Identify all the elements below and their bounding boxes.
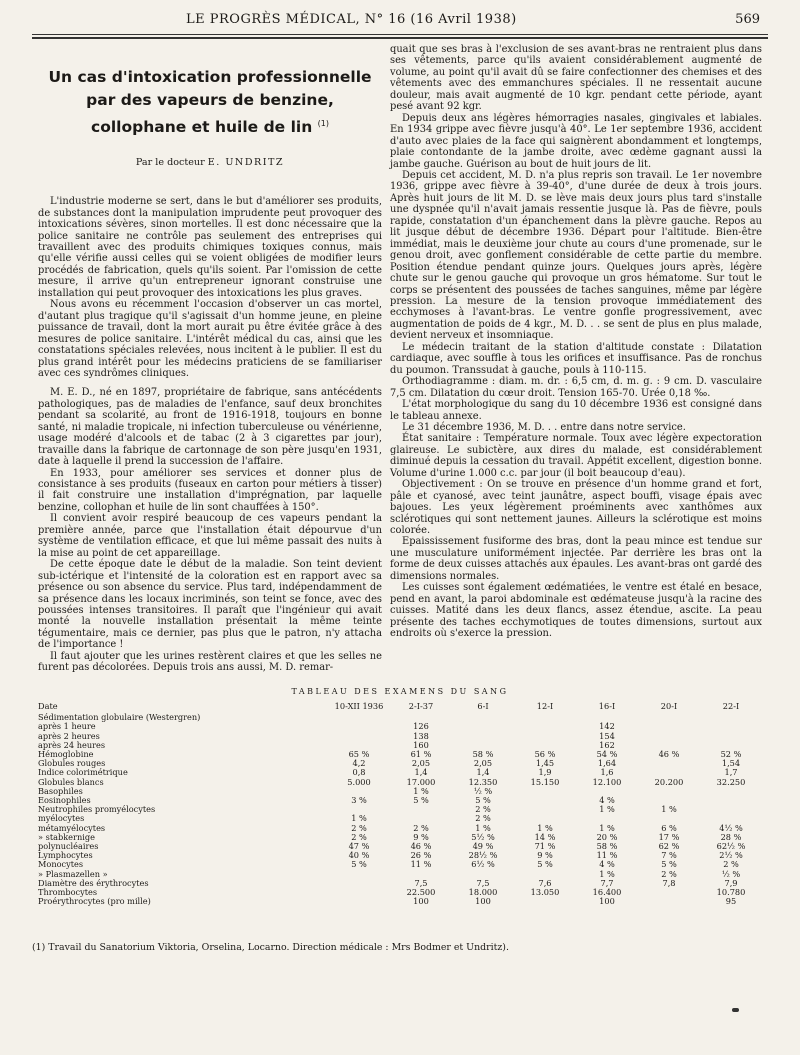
print-mark — [732, 1008, 739, 1012]
row-label: après 24 heures — [38, 739, 106, 750]
paragraph: Il faut ajouter que les urines restèrent claires et que les selles ne furent pas décolorées. Depuis trois ans aussi, M. D. remar- — [38, 650, 382, 674]
row-label: métamyélocytes — [38, 822, 106, 833]
paragraph: État sanitaire : Température normale. Toux avec légère expectoration glaireuse. Le subictère, aux dires du malade, est considérablement diminué depuis la cessation du travail. Appétit excellent, digestion bonne. Volume d'urine 1.000 c.c. par jour (il boit beaucoup d'eau). — [390, 433, 762, 479]
table-row — [38, 768, 762, 777]
table-cell: 6 % — [661, 822, 677, 833]
table-cell: 5.000 — [347, 776, 371, 787]
header-rule-thick — [32, 37, 768, 39]
table-cell: 1 % — [661, 804, 677, 815]
row-label: Globules blancs — [38, 776, 104, 787]
table-cell: 1 % — [413, 785, 429, 796]
table-cell — [700, 805, 762, 814]
table-cell — [328, 879, 390, 888]
table-row — [38, 833, 762, 842]
table-cell: 14 % — [534, 831, 556, 842]
paragraph: Les cuisses sont également œdématiées, le ventre est étalé en besace, pend en avant, la paroi abdominale est œdémateuse jusqu'à la racine des cuisses. Matité dans les deux flancs, assez étendue, ascite. La peau présente des taches ecchymotiques de toutes dimensions, surtout aux endroits où s'exerce la pression. — [390, 582, 762, 640]
table-cell: 4½ % — [719, 822, 743, 833]
table-cell: 58 % — [596, 841, 618, 852]
paragraph: Depuis deux ans légères hémorragies nasales, gingivales et labiales. En 1934 grippe avec fièvre jusqu'à 40°. Le 1er septembre 1936, accident d'auto avec plaies de la face qui saignèrent abondamment et longtemps, plaie contondante de la jambe droite, avec œdème gagnant aussi la jambe gauche. Guérison au bout de huit jours de lit. — [390, 112, 762, 170]
table-cell: 2 % — [723, 859, 739, 870]
row-label: » Plasmazellen » — [38, 868, 108, 879]
table-cell — [514, 897, 576, 906]
table-cell: 100 — [475, 896, 491, 907]
table-cell: 26 % — [410, 850, 432, 861]
table-cell: 7 % — [661, 850, 677, 861]
paragraph: Il convient avoir respiré beaucoup de ces vapeurs pendant la première année, parce que l'installation était dépourvue d'un système de ventilation efficace, et que lui même passait des nuits à la mise au point de cet appareillage. — [38, 513, 382, 559]
table-cell: 5 % — [351, 859, 367, 870]
author-name: E. UNDRITZ — [207, 157, 285, 169]
author-prefix: Par le docteur — [135, 157, 205, 169]
column-header: 20-I — [660, 701, 678, 711]
table-cell — [452, 732, 514, 741]
row-label: Proérythrocytes (pro mille) — [38, 896, 151, 907]
table-row — [38, 897, 762, 906]
table-cell — [638, 713, 700, 722]
table-cell: 1,4 — [414, 767, 428, 778]
table-cell: 18.000 — [468, 887, 498, 898]
table-cell: 1 % — [599, 804, 615, 815]
title-line: par des vapeurs de benzine, — [86, 91, 334, 109]
table-row — [38, 851, 762, 860]
table-cell: 58 % — [472, 749, 494, 760]
table-cell: 5 % — [537, 859, 553, 870]
table-row — [38, 787, 762, 796]
table-row — [38, 879, 762, 888]
paragraph: Orthodiagramme : diam. m. dr. : 6,5 cm, d. m. g. : 9 cm. D. vasculaire 7,5 cm. Dilatation du cœur droit. Tension 165-70. Urée 0,18 ‰. — [390, 376, 762, 399]
table-cell: 1 % — [475, 822, 491, 833]
column-header: 2-I-37 — [408, 701, 434, 711]
running-header — [0, 12, 800, 34]
table-cell: 7,9 — [724, 877, 738, 888]
table-cell: 12.350 — [468, 776, 498, 787]
table-row — [38, 759, 762, 768]
table-cell — [328, 888, 390, 897]
table-cell: 10.780 — [716, 887, 746, 898]
row-label: » stabkernige — [38, 831, 95, 842]
table-cell — [452, 722, 514, 731]
header-rule-thin — [32, 34, 768, 35]
table-row — [38, 805, 762, 814]
table-cell: 17 % — [658, 831, 680, 842]
table-cell: 100 — [599, 896, 615, 907]
table-cell: 11 % — [410, 859, 432, 870]
table-cell — [514, 713, 576, 722]
table-cell — [328, 732, 390, 741]
row-label: myélocytes — [38, 813, 85, 824]
left-column — [38, 56, 382, 674]
table-cell: 22.500 — [406, 887, 436, 898]
table-row — [38, 842, 762, 851]
table-cell: 46 % — [658, 749, 680, 760]
row-label: Hémoglobine — [38, 749, 94, 760]
table-row — [38, 741, 762, 750]
paragraph: Nous avons eu récemment l'occasion d'observer un cas mortel, d'autant plus tragique qu'il s'agissait d'un homme jeune, en pleine puissance de travail, dont la mort aurait pu être évitée grâce à des mesures de police sanitaire. L'intérêt médical du cas, ainsi que les constatations spéciales relevées, nous incitent à le publier. Il est du plus grand intérêt pour les médecins praticiens de se familiariser avec ces syndrômes cliniques. — [38, 299, 382, 379]
journal-title: LE PROGRÈS MÉDICAL, N° 16 (16 Avril 1938) — [186, 12, 517, 27]
table-cell: 2,05 — [411, 758, 431, 769]
table-cell: 154 — [599, 730, 615, 741]
table-cell: 62 % — [658, 841, 680, 852]
paragraph: Depuis cet accident, M. D. n'a plus repris son travail. Le 1er novembre 1936, grippe avec fièvre à 39-40°, d'une durée de deux à trois jours. Après huit jours de lit M. D. se lève mais deux jours plus tard s'installe une dyspnée qu'il n'avait jamais ressentie jusque là. Pas de fièvre, pouls rapide, constatation d'un épanchement dans la plèvre gauche. Repos au lit jusque début de décembre 1936. Départ pour l'altitude. Bien-être immédiat, mais le deuxième jour chute au cours d'une promenade, sur le genou droit, avec gonflement considérable de cette partie du membre. Position étendue pendant quinze jours. Quelques jours après, légère chute sur le genou gauche qui provoque un gros hématome. Sur tout le corps se présentent des poussées de taches sanguines, même par légère pression. La mesure de la tension provoque immédiatement des ecchymoses à l'avant-bras. Le ventre gonfle progressivement, avec augmentation de poids de 4 kgr., M. D. . . se sent de plus en plus malade, devient nerveux et insomniaque. — [390, 169, 762, 342]
table-cell: 142 — [599, 721, 615, 732]
table-row — [38, 750, 762, 759]
table-row — [38, 824, 762, 833]
table-cell: 2 % — [475, 813, 491, 824]
table-row — [38, 860, 762, 869]
table-cell: 7,6 — [538, 877, 552, 888]
paragraph: M. E. D., né en 1897, propriétaire de fabrique, sans antécédents pathologiques, pas de maladies de l'enfance, sauf deux bronchites pendant sa scolarité, au front de 1916-1918, toujours en bonne santé, ni maladie tropicale, ni infection tuberculeuse ou vénérienne, usage modéré d'alcools et de tabac (2 à 3 cigarettes par jour), travaille dans la fabrique de cartonnage de son père jusqu'en 1931, date à laquelle il prend la succession de l'affaire. — [38, 387, 382, 468]
table-cell: 9 % — [537, 850, 553, 861]
table-cell: 1,6 — [600, 767, 614, 778]
table-cell: 56 % — [534, 749, 556, 760]
table-cell: 2,05 — [473, 758, 493, 769]
table-cell: 7,8 — [662, 877, 676, 888]
table-cell: 9 % — [413, 831, 429, 842]
table-cell: 20 % — [596, 831, 618, 842]
table-cell: 1 % — [599, 868, 615, 879]
table-cell: 1,45 — [535, 758, 555, 769]
table-row — [38, 778, 762, 787]
table-cell: 1,7 — [724, 767, 738, 778]
paragraph: Objectivement : On se trouve en présence d'un homme grand et fort, pâle et cyanosé, avec teint jaunâtre, aspect bouffi, visage épais avec bajoues. Les yeux légèrement proéminents avec xanthômes aux sclérotiques qui sont nettement jaunes. Ailleurs la sclérotique est moins colorée. — [390, 479, 762, 537]
article-title — [38, 66, 382, 139]
paragraph: Epaississement fusiforme des bras, dont la peau mince est tendue sur une musculature uniformément injectée. Par derrière les bras ont la forme de deux cuisses attachés aux épaules. Les avant-bras ont gardé des dimensions normales. — [390, 536, 762, 582]
title-line — [38, 112, 382, 139]
table-cell — [328, 870, 390, 879]
column-header: 6-I — [477, 701, 489, 711]
table-cell: 49 % — [472, 841, 494, 852]
row-label: Globules rouges — [38, 758, 106, 769]
table-cell: 2 % — [351, 822, 367, 833]
table-cell: 71 % — [534, 841, 556, 852]
paragraph: De cette époque date le début de la maladie. Son teint devient sub-ictérique et l'intensité de la coloration est en rapport avec sa présence ou son absence du service. Plus tard, indépendamment de sa présence dans les locaux incriminés, son teint se fonce, avec des poussées intenses transitoires. Il paraît que l'ingénieur qui avait monté la nouvelle installation présentait la même teinte tégumentaire, mais ce dernier, pas plus que le patron, n'y attacha de l'importance ! — [38, 559, 382, 651]
table-cell — [328, 897, 390, 906]
row-label: Indice colorimétrique — [38, 767, 128, 778]
table-cell — [638, 732, 700, 741]
table-cell: 65 % — [348, 749, 370, 760]
table-cell — [700, 722, 762, 731]
row-label: polynucléaires — [38, 841, 99, 852]
table-cell: 46 % — [410, 841, 432, 852]
row-label: Eosinophiles — [38, 795, 91, 806]
title-line-text: collophane et huile de lin — [91, 118, 313, 137]
table-cell — [514, 732, 576, 741]
row-label: Thrombocytes — [38, 887, 98, 898]
table-cell: 1,4 — [476, 767, 490, 778]
table-cell — [390, 805, 452, 814]
table-cell: 13.050 — [530, 887, 560, 898]
table-cell — [638, 787, 700, 796]
table-cell: 2 % — [413, 822, 429, 833]
table-cell — [700, 787, 762, 796]
table-cell: 12.100 — [592, 776, 622, 787]
paragraph: Le 31 décembre 1936, M. D. . . entre dans notre service. — [402, 421, 686, 433]
table-cell: 5 % — [475, 795, 491, 806]
table-cell: 4 % — [599, 795, 615, 806]
table-cell: 1,54 — [721, 758, 741, 769]
table-cell: 1 % — [599, 822, 615, 833]
row-label: après 1 heure — [38, 721, 96, 732]
table-row — [38, 732, 762, 741]
table-cell — [328, 713, 390, 722]
title-line: Un cas d'intoxication professionnelle — [48, 68, 372, 86]
table-cell: 61 % — [410, 749, 432, 760]
table-cell: 162 — [599, 739, 615, 750]
table-cell: 47 % — [348, 841, 370, 852]
table-row — [38, 722, 762, 731]
table-cell: 6½ % — [471, 859, 495, 870]
table-cell: 32.250 — [716, 776, 746, 787]
table-cell: 7,7 — [600, 877, 614, 888]
table-cell: 0,8 — [352, 767, 366, 778]
table-cell: 16.400 — [592, 887, 622, 898]
table-cell — [700, 732, 762, 741]
byline — [38, 157, 382, 168]
table-cell — [700, 796, 762, 805]
left-body — [38, 196, 382, 674]
table-cell: 138 — [413, 730, 429, 741]
table-cell — [452, 713, 514, 722]
paragraph: En 1933, pour améliorer ses services et donner plus de consistance à ses produits (fuseaux en carton pour métiers à tisser) il fait construire une installation d'imprégnation, par laquelle benzine, collophan et huile de lin sont chauffées à 150°. — [38, 467, 382, 513]
table-cell: 95 — [725, 896, 737, 907]
table-cell: 7,5 — [414, 877, 428, 888]
paragraph: quait que ses bras à l'exclusion de ses avant-bras ne rentraient plus dans ses vêtements, parce qu'ils avaient considérablement augmenté de volume, au point qu'il avait dû se faire confectionner des chemises et des vêtements avec des emmanchures spéciales. Il ne ressentait aucune douleur, mais avait augmenté de 10 kgr. pendant cette période, ayant pesé avant 92 kgr. — [390, 44, 762, 113]
row-label: Date — [38, 701, 58, 711]
paragraph: Le médecin traitant de la station d'altitude constate : Dilatation cardiaque, avec souffle à tous les orifices et insuffisance. Pas de ronchus du poumon. Transsudat à gauche, pouls à 110-115. — [390, 341, 762, 376]
table-cell: 20.200 — [654, 776, 684, 787]
table-cell: 1 % — [537, 822, 553, 833]
table-cell: 1,64 — [597, 758, 617, 769]
right-column — [390, 44, 762, 640]
row-label: Diamètre des érythrocytes — [38, 877, 149, 888]
row-label: Basophiles — [38, 785, 83, 796]
table-cell: 1 % — [351, 813, 367, 824]
column-header: 12-I — [536, 701, 554, 711]
footnote: (1) Travail du Sanatorium Viktoria, Orselina, Locarno. Direction médicale : Mrs Bodmer et Undritz). — [32, 942, 509, 953]
column-header: 22-I — [722, 701, 740, 711]
column-header: 16-I — [598, 701, 616, 711]
paragraph: L'état morphologique du sang du 10 décembre 1936 est consigné dans le tableau annexe. — [390, 399, 762, 422]
row-label: après 2 heures — [38, 730, 100, 741]
row-label: Lymphocytes — [38, 850, 93, 861]
table-body — [38, 702, 762, 906]
table-cell: 4,2 — [352, 758, 366, 769]
table-cell: 28½ % — [468, 850, 498, 861]
table-cell — [700, 713, 762, 722]
table-cell: ½ % — [473, 785, 493, 796]
table-cell: 4 % — [599, 859, 615, 870]
table-cell — [328, 722, 390, 731]
table-cell: 15.150 — [530, 776, 560, 787]
table-cell: 2 % — [661, 868, 677, 879]
blood-exam-table — [38, 687, 762, 906]
table-cell: ½ % — [721, 868, 741, 879]
table-cell — [638, 897, 700, 906]
row-label: Monocytes — [38, 859, 84, 870]
paragraph: L'industrie moderne se sert, dans le but d'améliorer ses produits, de substances dont la manipulation imprudente peut provoquer des intoxications sévères, sinon mortelles. Il est donc nécessaire que la police sanitaire ne contrôle pas seulement des entreprises qui travaillent avec des produits chimiques toxiques connus, mais qu'elle vérifie aussi celles qui se voient obligées de modifier leurs procédés de fabrication, quels qu'ils soient. Par l'omission de cette mesure, il arrive qu'un entrepreneur ignorant construise une installation qui peut provoquer des intoxications les plus graves. — [38, 196, 382, 299]
table-cell: 5 % — [413, 795, 429, 806]
table-row — [38, 713, 762, 722]
table-cell: 2½ % — [719, 850, 743, 861]
table-cell: 17.000 — [406, 776, 436, 787]
table-cell — [514, 805, 576, 814]
table-cell — [638, 888, 700, 897]
row-label: Neutrophiles promyélocytes — [38, 804, 156, 815]
table-cell: 5 % — [661, 859, 677, 870]
table-cell: 54 % — [596, 749, 618, 760]
row-label: Sédimentation globulaire (Westergren) — [38, 712, 201, 723]
table-cell: 2 % — [351, 831, 367, 842]
table-cell: 11 % — [596, 850, 618, 861]
table-cell — [514, 722, 576, 731]
table-cell: 28 % — [720, 831, 742, 842]
table-cell: 52 % — [720, 749, 742, 760]
page-number: 569 — [735, 12, 760, 27]
table-cell: 7,5 — [476, 877, 490, 888]
table-cell: 40 % — [348, 850, 370, 861]
table-row — [38, 814, 762, 823]
table-cell: 1,9 — [538, 767, 552, 778]
table-cell — [638, 759, 700, 768]
table-cell — [638, 722, 700, 731]
exam-table — [38, 702, 762, 906]
table-cell: 3 % — [351, 795, 367, 806]
table-cell: 100 — [413, 896, 429, 907]
table-cell — [514, 796, 576, 805]
table-title: TABLEAU DES EXAMENS DU SANG — [291, 687, 509, 696]
table-cell: 62½ % — [716, 841, 746, 852]
column-header: 10-XII 1936 — [334, 701, 384, 711]
table-cell: 126 — [413, 721, 429, 732]
table-cell: 160 — [413, 739, 429, 750]
table-cell — [514, 787, 576, 796]
table-cell: 5½ % — [471, 831, 495, 842]
title-footnote-mark: (1) — [317, 119, 329, 128]
table-cell: 2 % — [475, 804, 491, 815]
